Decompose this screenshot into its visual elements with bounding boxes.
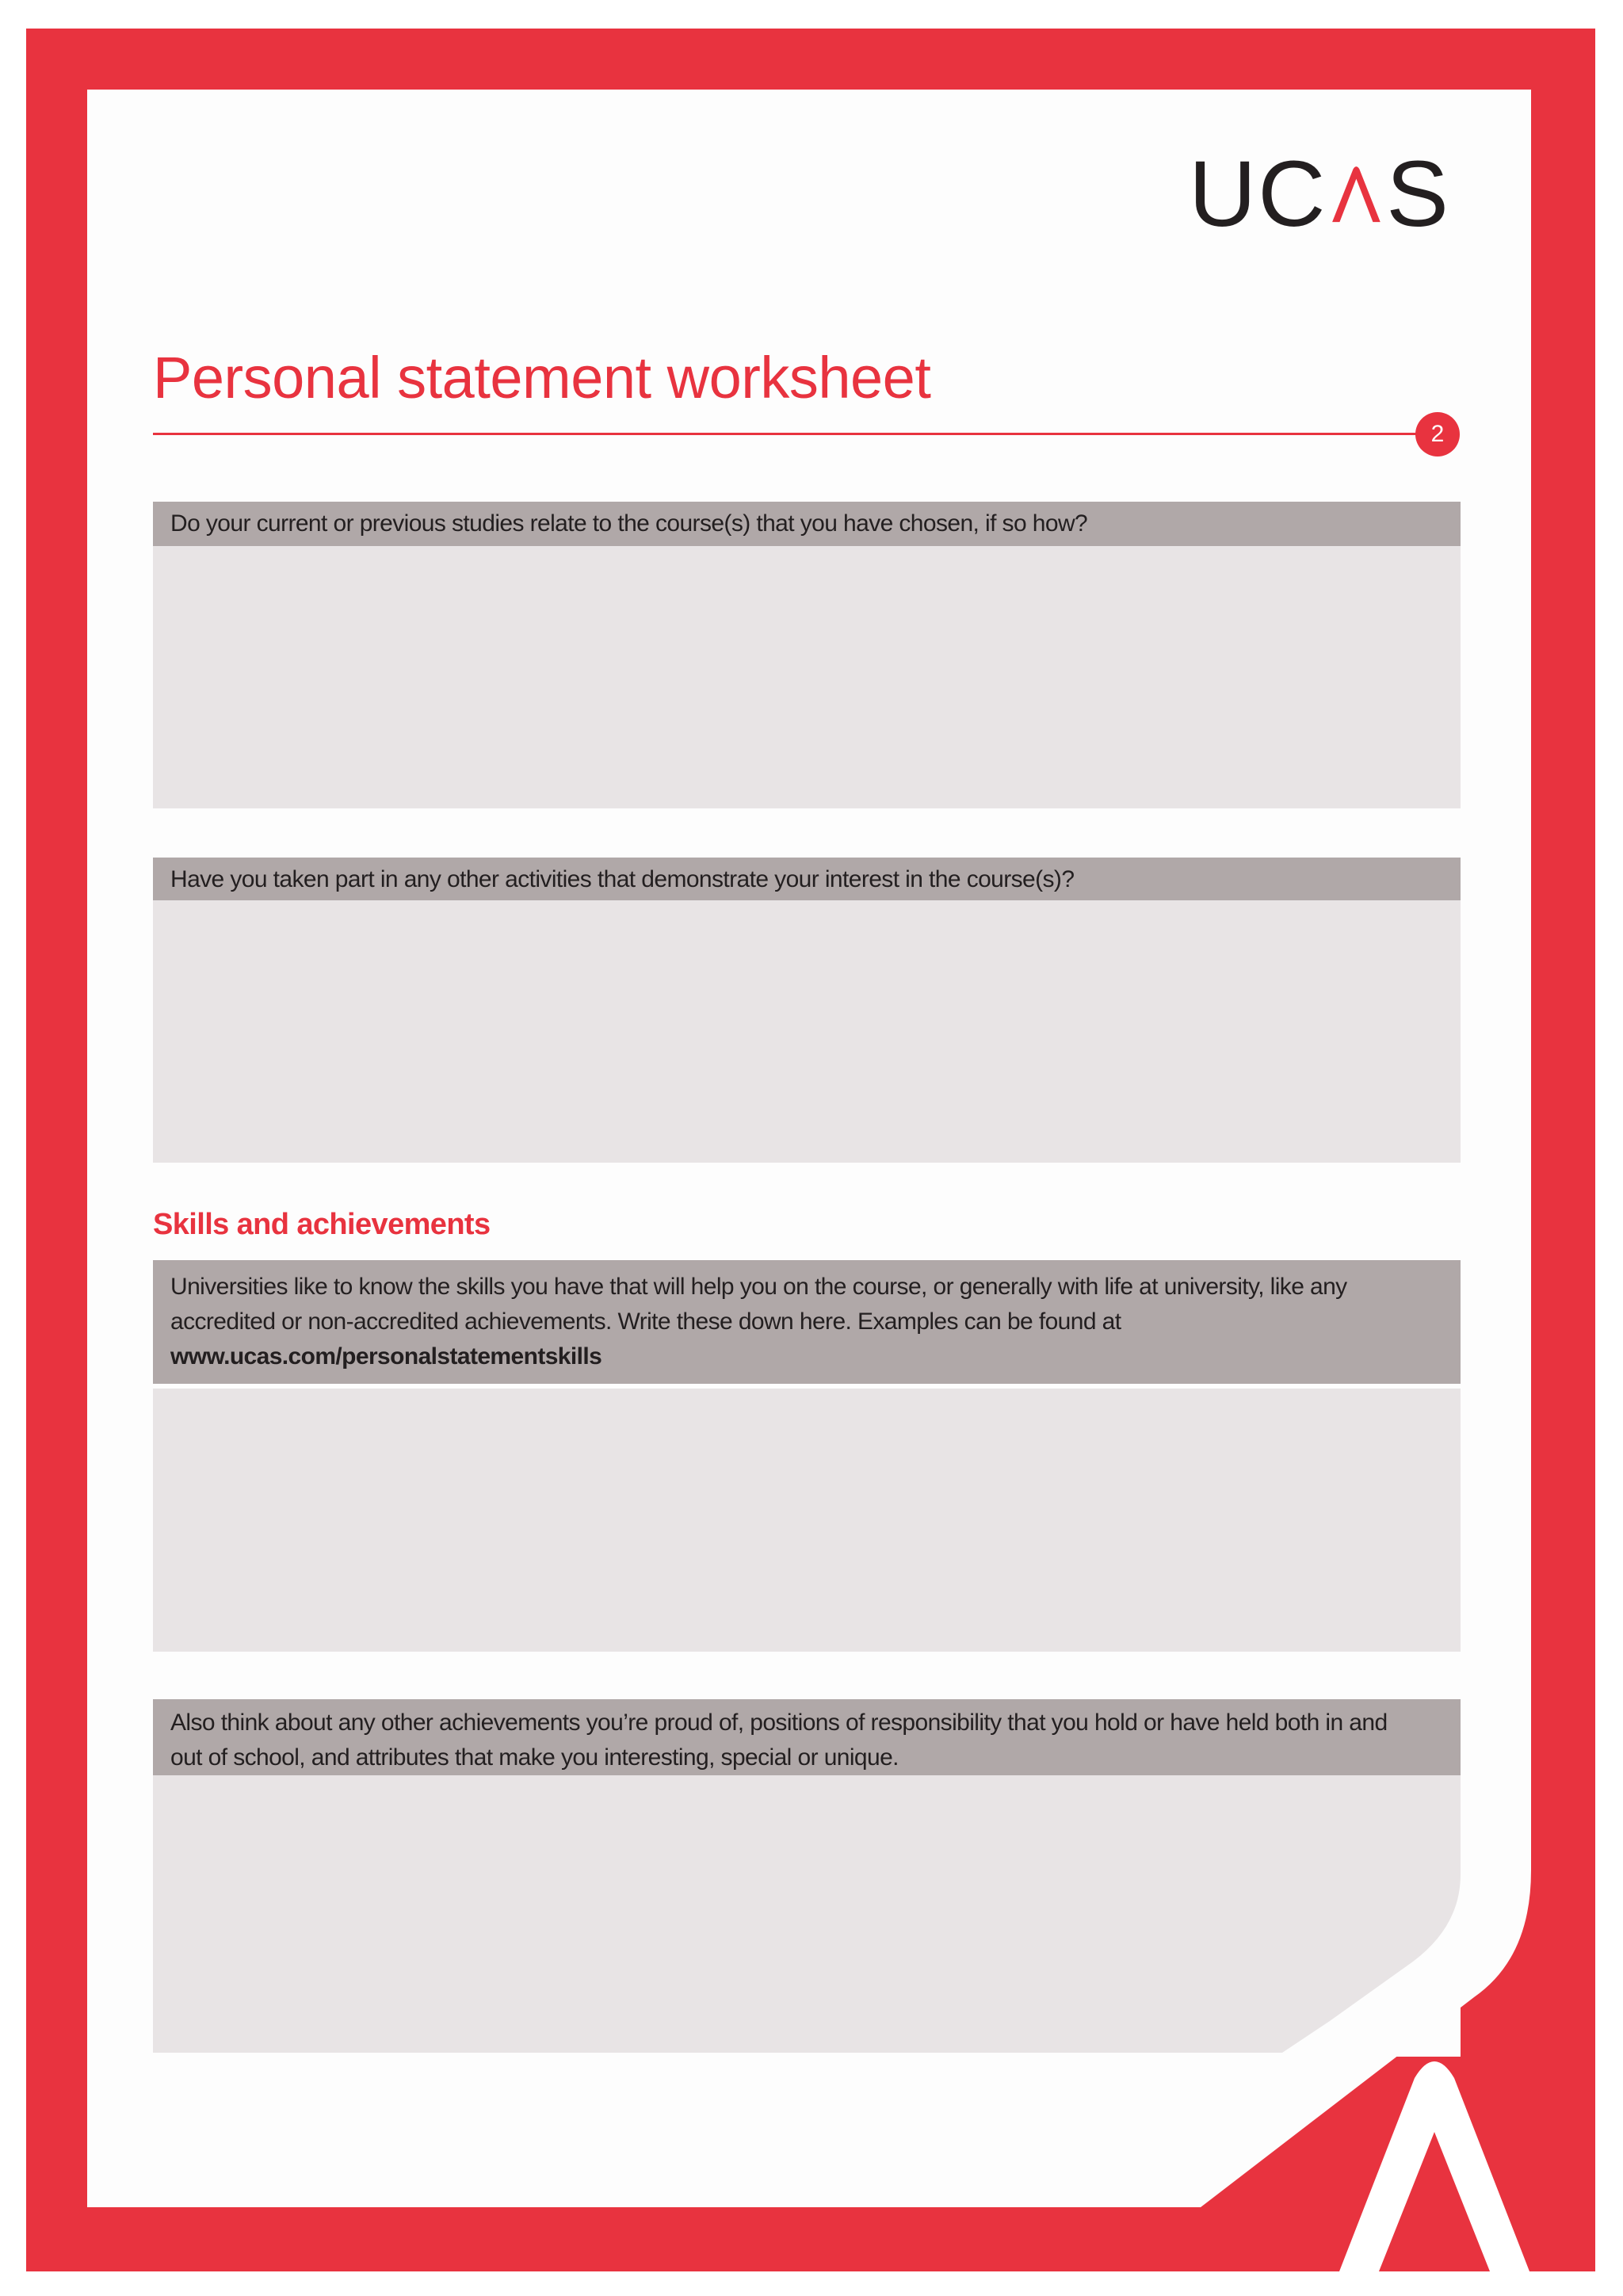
skills-question-1-line-1: Universities like to know the skills you have that will help you on the course, or generally with life at university, like any [170,1274,1347,1300]
skills-question-2-answer-area[interactable] [153,1775,1461,2053]
question-1-prompt [153,502,1461,546]
skills-question-2-line-2: out of school, and attributes that make you interesting, special or unique. [170,1744,899,1771]
logo-caret-icon [1330,157,1383,232]
page-title: Personal statement worksheet [153,345,931,411]
question-1-text: Do your current or previous studies relate to the course(s) that you have chosen, if so how? [170,510,1088,537]
skills-question-2-line-1: Also think about any other achievements you’re proud of, positions of responsibility that you hold or have held both in and [170,1710,1388,1736]
skills-question-1-line-2: accredited or non-accredited achievements. Write these down here. Examples can be found at [170,1308,1121,1335]
question-2-answer-area[interactable] [153,900,1461,1163]
question-1-answer-area[interactable] [153,546,1461,808]
skills-question-1-prompt [153,1260,1461,1384]
question-2-text: Have you taken part in any other activities that demonstrate your interest in the course(s)? [170,866,1075,892]
skills-question-1-answer-area[interactable] [153,1389,1461,1652]
logo-text-right: S [1386,142,1450,246]
skills-question-2-prompt [153,1699,1461,1782]
title-divider [153,433,1421,435]
question-2-prompt [153,858,1461,902]
ucas-logo [1189,142,1450,246]
skills-examples-link[interactable]: www.ucas.com/personalstatementskills [170,1343,602,1370]
logo-text-left: UC [1189,142,1327,246]
skills-section-heading: Skills and achievements [153,1208,491,1241]
page-number-badge: 2 [1415,412,1460,457]
